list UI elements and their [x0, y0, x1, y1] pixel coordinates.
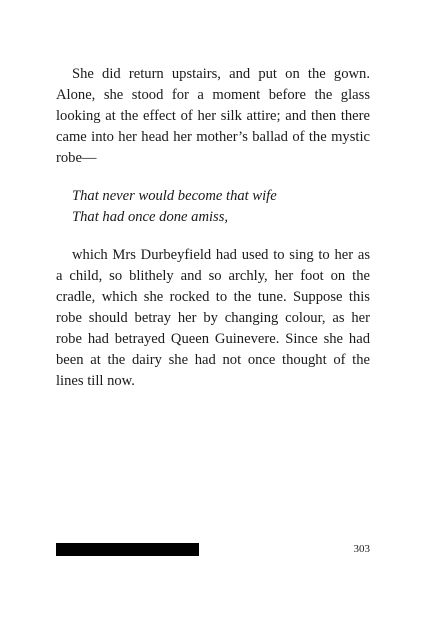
body-text [56, 64, 370, 392]
verse-line: That had once done amiss, [72, 209, 229, 225]
verse-line: That never would become that wife [72, 188, 277, 204]
paragraph: which Mrs Durbeyfield had used to sing to her as a child, so blithely and so archly, her foot on the cradle, which she rocked to the tune. Suppose this robe should betray her by changing colour, as her robe had betrayed Queen Guinevere. Since she had been at the dairy she had not once thought of the lines till now. [56, 247, 370, 389]
redaction-bar [56, 543, 199, 556]
page-number: 303 [353, 543, 370, 555]
paragraph: She did return upstairs, and put on the gown. Alone, she stood for a moment before the glass looking at the effect of her silk attire; and then there came into her head her mother’s ballad of the mystic robe— [56, 66, 370, 166]
verse-quote [72, 186, 370, 228]
